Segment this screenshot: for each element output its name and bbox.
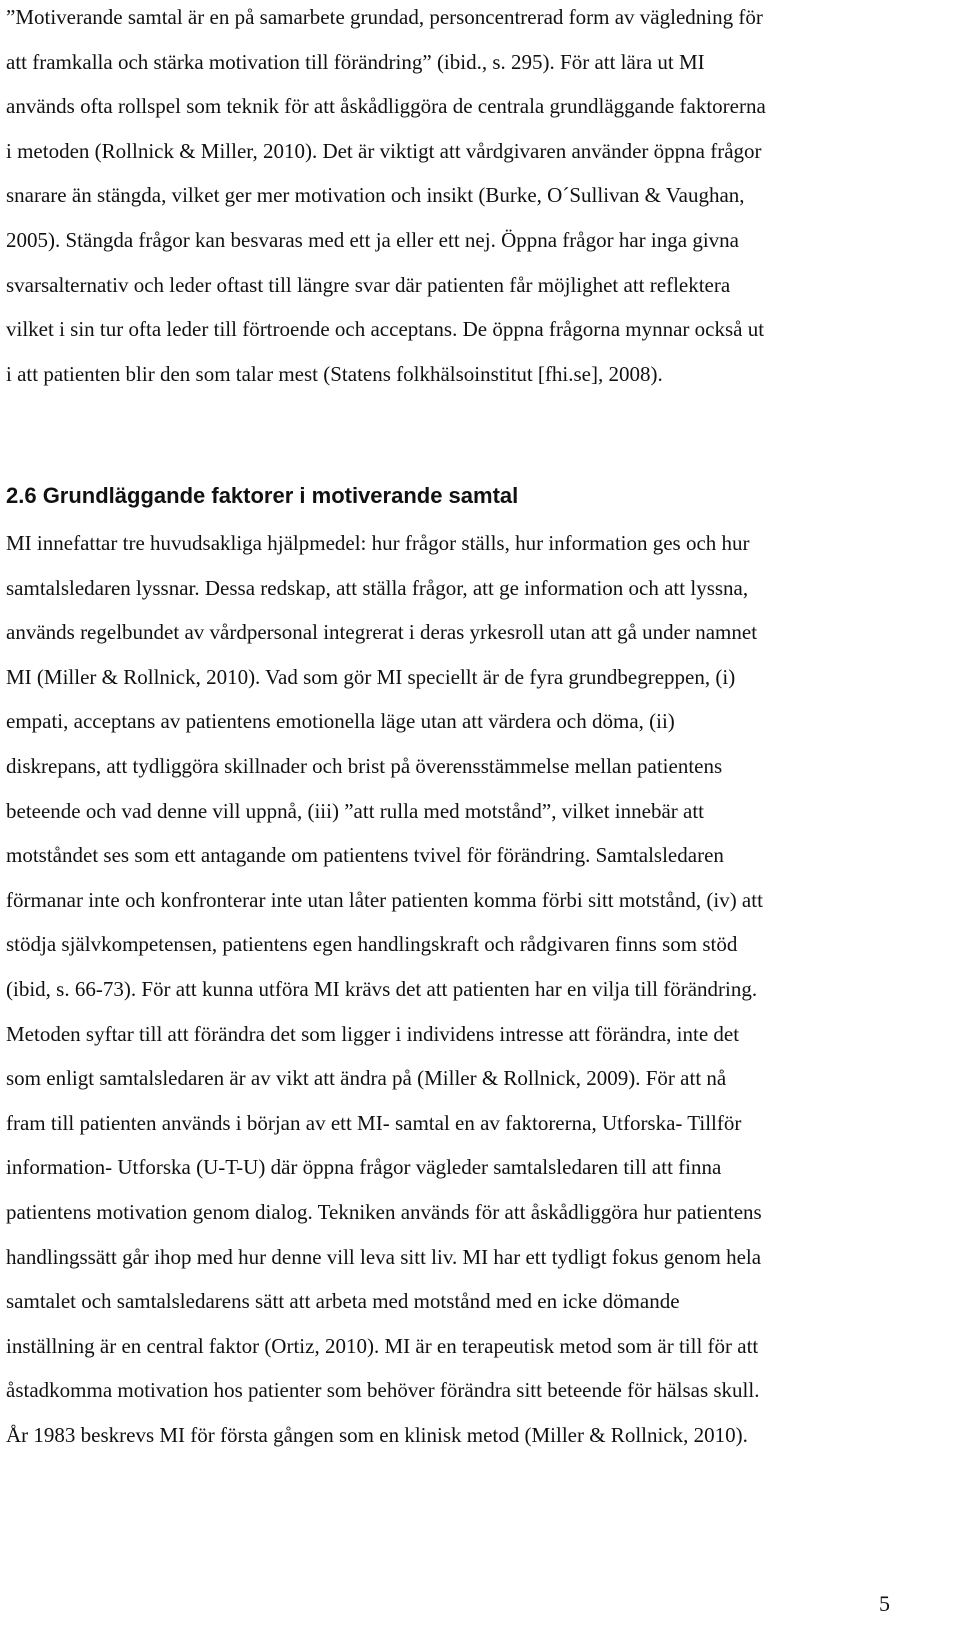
paragraph-line: inställning är en central faktor (Ortiz, 2010). MI är en terapeutisk metod som är till för att <box>6 1333 759 1358</box>
paragraph-line: åstadkomma motivation hos patienter som behöver förändra sitt beteende för hälsas skull. <box>6 1378 760 1403</box>
section-heading: 2.6 Grundläggande faktorer i motiverande samtal <box>6 483 519 508</box>
paragraph-line: beteende och vad denne vill uppnå, (iii) ”att rulla med motstånd”, vilket innebär att <box>6 798 705 823</box>
paragraph-line: i metoden (Rollnick & Miller, 2010). Det är viktigt att vårdgivaren använder öppna frågor <box>6 138 762 163</box>
paragraph-line: samtalet och samtalsledarens sätt att arbeta med motstånd med en icke dömande <box>6 1289 680 1314</box>
paragraph-line: svarsalternativ och leder oftast till längre svar där patienten får möjlighet att reflektera <box>6 272 731 297</box>
paragraph-line: används regelbundet av vårdpersonal integrerat i deras yrkesroll utan att gå under namnet <box>6 620 758 645</box>
paragraph-line: patientens motivation genom dialog. Tekniken används för att åskådliggöra hur patientens <box>6 1199 762 1224</box>
paragraph-line: ”Motiverande samtal är en på samarbete grundad, personcentrerad form av vägledning för <box>6 5 763 29</box>
section-paragraph <box>6 521 763 1457</box>
page-number: 5 <box>879 1591 890 1616</box>
paragraph-line: Metoden syftar till att förändra det som ligger i individens intresse att förändra, inte det <box>6 1021 740 1046</box>
paragraph-line: 2005). Stängda frågor kan besvaras med ett ja eller ett nej. Öppna frågor har inga givna <box>6 227 739 252</box>
paragraph-line: vilket i sin tur ofta leder till förtroende och acceptans. De öppna frågorna mynnar också ut <box>6 317 765 342</box>
paragraph-line: (ibid, s. 66-73). För att kunna utföra MI krävs det att patienten har en vilja till förändring. <box>6 976 758 1001</box>
paragraph-line: används ofta rollspel som teknik för att åskådliggöra de centrala grundläggande faktorerna <box>6 94 766 119</box>
paragraph-line: som enligt samtalsledaren är av vikt att ändra på (Miller & Rollnick, 2009). För att nå <box>6 1066 727 1091</box>
paragraph-line: diskrepans, att tydliggöra skillnader och brist på överensstämmelse mellan patientens <box>6 753 723 778</box>
paragraph-line: förmanar inte och konfronterar inte utan låter patienten komma förbi sitt motstånd, (iv) att <box>6 887 763 912</box>
paragraph-line: empati, acceptans av patientens emotionella läge utan att värdera och döma, (ii) <box>6 709 675 734</box>
paragraph-line: handlingssätt går ihop med hur denne vill leva sitt liv. MI har ett tydligt fokus genom hela <box>6 1244 762 1269</box>
paragraph-line: stödja självkompetensen, patientens egen handlingskraft och rådgivaren finns som stöd <box>6 932 738 957</box>
paragraph-line: År 1983 beskrevs MI för första gången som en klinisk metod (Miller & Rollnick, 2010). <box>6 1422 748 1447</box>
paragraph-line: samtalsledaren lyssnar. Dessa redskap, att ställa frågor, att ge information och att lyssna, <box>6 575 749 600</box>
paragraph-line: fram till patienten används i början av ett MI- samtal en av faktorerna, Utforska- Tillför <box>6 1110 742 1135</box>
paragraph-line: motståndet ses som ett antagande om patientens tvivel för förändring. Samtalsledaren <box>6 843 724 868</box>
paragraph-line: snarare än stängda, vilket ger mer motivation och insikt (Burke, O´Sullivan & Vaughan, <box>6 183 745 208</box>
paragraph-line: i att patienten blir den som talar mest (Statens folkhälsoinstitut [fhi.se], 2008). <box>6 361 663 386</box>
paragraph-line: MI (Miller & Rollnick, 2010). Vad som gör MI speciellt är de fyra grundbegreppen, (i) <box>6 664 736 689</box>
paragraph-line: MI innefattar tre huvudsakliga hjälpmedel: hur frågor ställs, hur information ges och hur <box>6 531 750 555</box>
intro-paragraph <box>6 0 766 396</box>
paragraph-line: att framkalla och stärka motivation till förändring” (ibid., s. 295). För att lära ut MI <box>6 49 705 74</box>
paragraph-line: information- Utforska (U-T-U) där öppna frågor vägleder samtalsledaren till att finna <box>6 1155 722 1180</box>
